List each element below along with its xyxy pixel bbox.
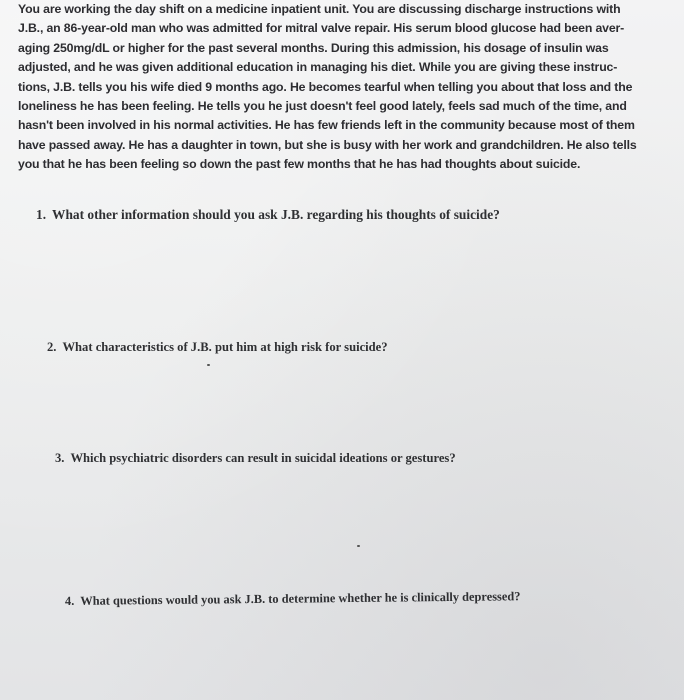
question-3 (55, 451, 456, 466)
question-number: 4. (64, 593, 75, 608)
scenario-line: tions, J.B. tells you his wife died 9 months ago. He becomes tearful when telling you about that loss and the (18, 79, 633, 94)
question-number: 2. (47, 340, 57, 354)
case-scenario-paragraph (18, 0, 670, 175)
scenario-line: adjusted, and he was given additional education in managing his diet. While you are giving these instruc- (18, 60, 618, 75)
question-number: 1. (36, 207, 47, 222)
question-4 (65, 589, 521, 609)
question-text: Which psychiatric disorders can result in suicidal ideations or gestures? (70, 451, 456, 465)
scenario-line: J.B., an 86-year-old man who was admitted for mitral valve repair. His serum blood glucose had been aver- (18, 21, 625, 36)
pen-mark (357, 545, 360, 547)
pen-mark (207, 364, 210, 366)
scenario-line: hasn't been involved in his normal activities. He has few friends left in the community because most of them (18, 118, 635, 133)
scenario-line: you that he has been feeling so down the past few months that he has had thoughts about suicide. (18, 157, 581, 172)
scenario-line: You are working the day shift on a medicine inpatient unit. You are discussing discharge instructions with (18, 2, 621, 16)
question-1 (36, 207, 500, 223)
question-2 (47, 340, 388, 355)
question-text: What questions would you ask J.B. to determine whether he is clinically depressed? (80, 589, 521, 608)
scenario-line: have passed away. He has a daughter in town, but she is busy with her work and grandchildren. He also tells (18, 137, 637, 152)
question-number: 3. (55, 451, 65, 465)
question-text: What other information should you ask J.B. regarding his thoughts of suicide? (52, 207, 500, 222)
scenario-line: loneliness he has been feeling. He tells you he just doesn't feel good lately, feels sad much of the time, and (18, 99, 627, 114)
question-text: What characteristics of J.B. put him at high risk for suicide? (62, 340, 388, 354)
scenario-line: aging 250mg/dL or higher for the past several months. During this admission, his dosage of insulin was (18, 40, 609, 55)
